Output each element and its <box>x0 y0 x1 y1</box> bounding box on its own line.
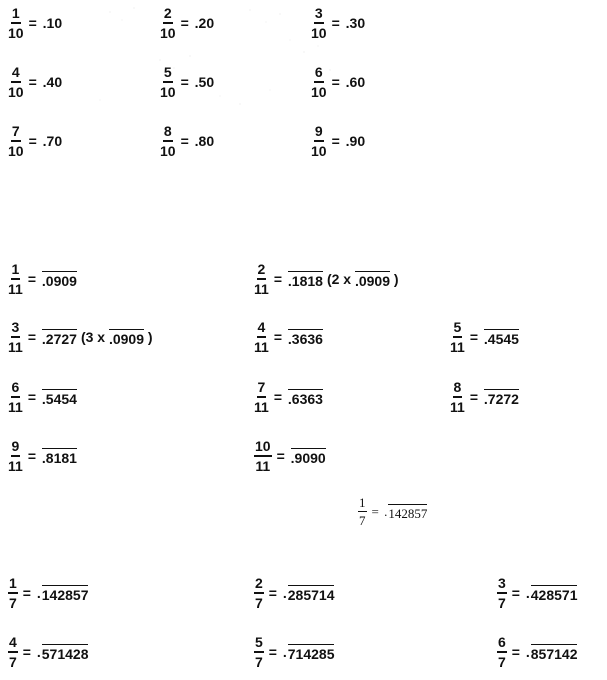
decimal-value: .90 <box>345 133 366 149</box>
numerator: 3 <box>497 576 507 594</box>
repeating-digits: 571428 <box>41 645 89 662</box>
multiple-note-close: ) <box>147 329 153 345</box>
eleventh-equation-3 <box>8 320 153 354</box>
equals-sign: = <box>27 329 36 345</box>
denominator: 10 <box>8 25 24 41</box>
fraction <box>8 65 24 99</box>
equals-sign: = <box>268 644 277 660</box>
numerator: 10 <box>254 439 272 457</box>
repeating-digits: 0909 <box>45 272 77 289</box>
decimal-point: . <box>384 503 388 519</box>
numerator: 7 <box>11 124 21 142</box>
numerator: 2 <box>257 262 267 280</box>
fraction <box>254 380 269 414</box>
decimal-point: . <box>525 585 530 601</box>
multiple-note-repeating: .0909 <box>108 330 144 347</box>
seventh-equation-3 <box>497 576 577 610</box>
denominator: 10 <box>311 84 327 100</box>
decimal-point: . <box>41 449 46 466</box>
seventh-equation-6 <box>497 635 577 669</box>
repeating-digits: 8181 <box>45 449 77 466</box>
denominator: 7 <box>255 654 263 670</box>
numerator: 5 <box>254 635 264 653</box>
denominator: 11 <box>254 281 269 297</box>
denominator: 10 <box>8 143 24 159</box>
multiple-note-close: ) <box>393 271 399 287</box>
repeating-decimal <box>288 389 323 406</box>
numerator: 6 <box>314 65 324 83</box>
seventh-example-equation <box>358 496 427 527</box>
denominator: 7 <box>498 595 506 611</box>
repeating-digits: 714285 <box>287 645 335 662</box>
denominator: 11 <box>254 399 269 415</box>
equals-sign: = <box>28 74 37 90</box>
denominator: 10 <box>311 25 327 41</box>
denominator: 10 <box>160 84 176 100</box>
tenth-equation-6 <box>311 65 365 99</box>
fraction <box>8 576 18 610</box>
numerator: 6 <box>11 380 21 398</box>
decimal-point: . <box>282 644 287 660</box>
numerator: 8 <box>453 380 463 398</box>
fraction <box>254 439 272 473</box>
eleventh-equation-2 <box>254 262 399 296</box>
decimal-point: . <box>41 330 46 347</box>
tenth-equation-2 <box>160 6 214 40</box>
decimal-point: . <box>41 272 46 289</box>
numerator: 5 <box>453 320 463 338</box>
fraction <box>254 576 264 610</box>
fraction <box>8 380 23 414</box>
tenth-equation-3 <box>311 6 365 40</box>
fraction <box>8 320 23 354</box>
denominator: 11 <box>8 458 23 474</box>
repeating-digits: 1818 <box>291 272 323 289</box>
eleventh-equation-9 <box>8 439 77 473</box>
fraction <box>311 65 327 99</box>
equals-sign: = <box>22 644 31 660</box>
numerator: 3 <box>314 6 324 24</box>
repeating-digits: 4545 <box>487 330 519 347</box>
equals-sign: = <box>511 585 520 601</box>
eleventh-equation-10 <box>254 439 326 473</box>
decimal-point: . <box>287 390 292 407</box>
repeating-decimal <box>291 448 326 465</box>
repeating-decimal <box>288 329 323 346</box>
repeating-digits: 142857 <box>388 505 428 521</box>
numerator: 2 <box>254 576 264 594</box>
equals-sign: = <box>273 271 282 287</box>
numerator: 4 <box>8 635 18 653</box>
seventh-equation-4 <box>8 635 88 669</box>
decimal-value: .70 <box>42 133 63 149</box>
decimal-point: . <box>525 644 530 660</box>
repeating-digits: 428571 <box>530 586 578 603</box>
seventh-equation-2 <box>254 576 334 610</box>
decimal-point: . <box>483 330 488 347</box>
denominator: 11 <box>8 399 23 415</box>
denominator: 11 <box>8 281 23 297</box>
fraction <box>160 124 176 158</box>
tenth-equation-4 <box>8 65 62 99</box>
fraction <box>254 320 269 354</box>
eleventh-equation-1 <box>8 262 77 296</box>
repeating-decimal <box>484 389 519 406</box>
decimal-value: .60 <box>345 74 366 90</box>
denominator: 10 <box>8 84 24 100</box>
multiple-note-open: (3 x <box>80 329 106 345</box>
decimal-point: . <box>36 585 41 601</box>
decimal-point: . <box>287 330 292 347</box>
decimal-value: .50 <box>194 74 215 90</box>
repeating-digits: 3636 <box>291 330 323 347</box>
repeating-digits: 9090 <box>294 449 326 466</box>
fraction <box>497 576 507 610</box>
equals-sign: = <box>511 644 520 660</box>
repeating-decimal <box>42 329 77 346</box>
fraction <box>450 380 465 414</box>
numerator: 4 <box>257 320 267 338</box>
equals-sign: = <box>28 15 37 31</box>
numerator: 9 <box>11 439 21 457</box>
decimal-value: .40 <box>42 74 63 90</box>
eleventh-equation-4 <box>254 320 323 354</box>
denominator: 11 <box>8 339 23 355</box>
equals-sign: = <box>371 503 379 519</box>
denominator: 7 <box>359 513 366 528</box>
equals-sign: = <box>469 329 478 345</box>
numerator: 1 <box>11 262 21 280</box>
equals-sign: = <box>273 329 282 345</box>
eleventh-equation-7 <box>254 380 323 414</box>
fraction <box>8 439 23 473</box>
tenth-equation-5 <box>160 65 214 99</box>
denominator: 11 <box>254 339 269 355</box>
denominator: 10 <box>160 25 176 41</box>
numerator: 1 <box>11 6 21 24</box>
repeating-decimal <box>42 448 77 465</box>
decimal-value: .10 <box>42 15 63 31</box>
decimal-point: . <box>483 390 488 407</box>
equals-sign: = <box>268 585 277 601</box>
fraction <box>450 320 465 354</box>
eleventh-equation-8 <box>450 380 519 414</box>
tenth-equation-1 <box>8 6 62 40</box>
fraction <box>8 124 24 158</box>
numerator: 1 <box>8 576 18 594</box>
eleventh-equation-5 <box>450 320 519 354</box>
repeating-digits: 142857 <box>41 586 89 603</box>
denominator: 7 <box>498 654 506 670</box>
numerator: 4 <box>11 65 21 83</box>
equals-sign: = <box>273 389 282 405</box>
multiple-note-open: (2 x <box>326 271 352 287</box>
equals-sign: = <box>180 133 189 149</box>
equals-sign: = <box>469 389 478 405</box>
decimal-point: . <box>36 644 41 660</box>
tenth-equation-9 <box>311 124 365 158</box>
equals-sign: = <box>276 448 285 464</box>
repeating-digits: 7272 <box>487 390 519 407</box>
equals-sign: = <box>331 15 340 31</box>
denominator: 7 <box>255 595 263 611</box>
fraction <box>8 6 24 40</box>
decimal-point: . <box>287 272 292 289</box>
repeating-decimal <box>288 271 323 288</box>
denominator: 11 <box>255 458 271 474</box>
eleventh-equation-6 <box>8 380 77 414</box>
numerator: 7 <box>257 380 267 398</box>
equals-sign: = <box>27 271 36 287</box>
numerator: 6 <box>497 635 507 653</box>
denominator: 7 <box>9 595 17 611</box>
decimal-point: . <box>41 390 46 407</box>
repeating-digits: 5454 <box>45 390 77 407</box>
denominator: 11 <box>450 399 465 415</box>
equals-sign: = <box>180 15 189 31</box>
denominator: 10 <box>311 143 327 159</box>
repeating-digits: 285714 <box>287 586 335 603</box>
fraction <box>497 635 507 669</box>
fraction <box>254 635 264 669</box>
denominator: 11 <box>450 339 465 355</box>
equals-sign: = <box>27 389 36 405</box>
decimal-point: . <box>290 449 295 466</box>
denominator: 7 <box>9 654 17 670</box>
repeating-digits: 2727 <box>45 330 77 347</box>
seventh-equation-1 <box>8 576 88 610</box>
fraction <box>160 6 176 40</box>
equals-sign: = <box>22 585 31 601</box>
equals-sign: = <box>180 74 189 90</box>
equals-sign: = <box>331 74 340 90</box>
numerator: 5 <box>163 65 173 83</box>
equals-sign: = <box>28 133 37 149</box>
numerator: 8 <box>163 124 173 142</box>
fraction <box>311 6 327 40</box>
tenth-equation-7 <box>8 124 62 158</box>
repeating-decimal <box>42 271 77 288</box>
repeating-digits: 6363 <box>291 390 323 407</box>
scan-noise-texture <box>70 0 430 120</box>
fraction <box>311 124 327 158</box>
seventh-equation-5 <box>254 635 334 669</box>
decimal-value: .20 <box>194 15 215 31</box>
numerator: 2 <box>163 6 173 24</box>
fraction <box>160 65 176 99</box>
fraction <box>358 496 367 527</box>
decimal-value: .80 <box>194 133 215 149</box>
repeating-decimal <box>484 329 519 346</box>
decimal-value: .30 <box>345 15 366 31</box>
numerator: 9 <box>314 124 324 142</box>
denominator: 10 <box>160 143 176 159</box>
numerator: 1 <box>359 495 366 510</box>
tenth-equation-8 <box>160 124 214 158</box>
fraction <box>8 635 18 669</box>
numerator: 3 <box>11 320 21 338</box>
equals-sign: = <box>27 448 36 464</box>
decimal-point: . <box>282 585 287 601</box>
fraction <box>8 262 23 296</box>
repeating-digits: 857142 <box>530 645 578 662</box>
repeating-decimal <box>42 389 77 406</box>
fraction <box>254 262 269 296</box>
multiple-note-repeating: .0909 <box>354 272 390 289</box>
equals-sign: = <box>331 133 340 149</box>
